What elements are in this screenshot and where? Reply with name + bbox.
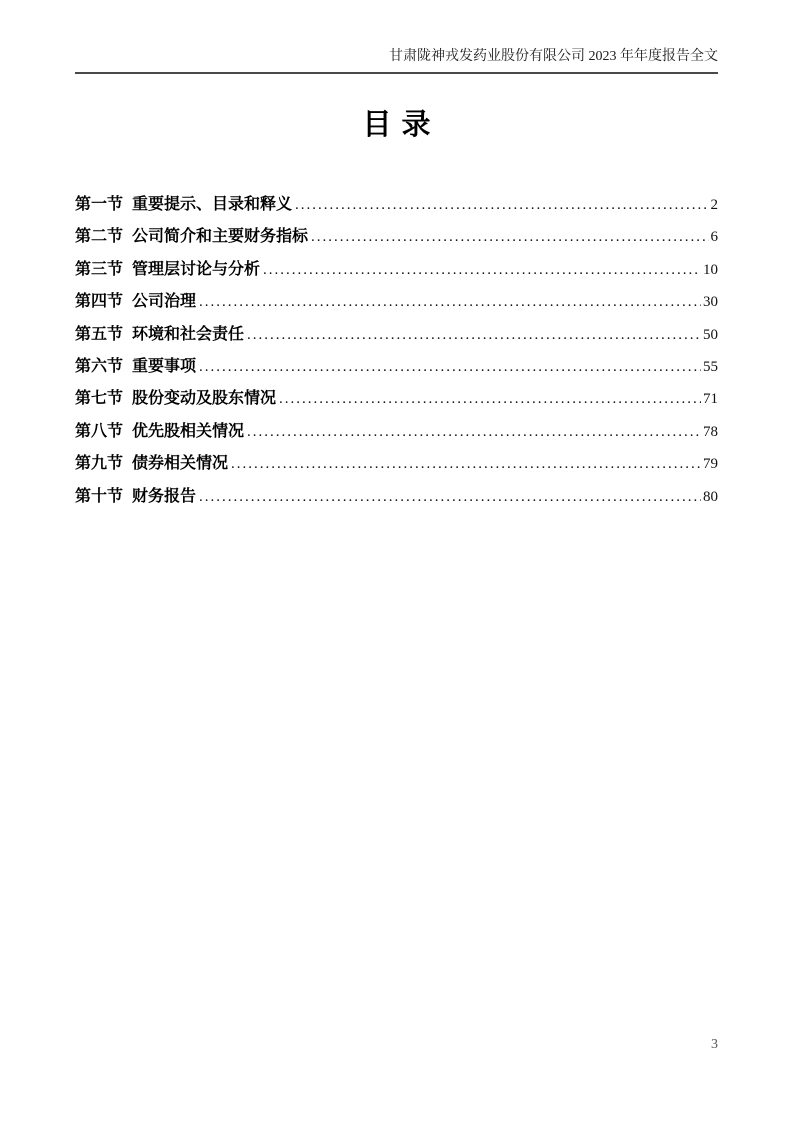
toc-entry-title: 重要事项	[132, 357, 197, 375]
toc-entry-row[interactable]	[75, 356, 718, 378]
dot-leader	[311, 227, 708, 248]
dot-leader	[199, 487, 701, 508]
toc-entry-section: 第十节	[75, 487, 124, 505]
toc-entry-section: 第四节	[75, 293, 124, 311]
toc-entry-page: 50	[703, 326, 718, 343]
toc-entry-row[interactable]	[75, 324, 718, 346]
toc-entry-row[interactable]	[75, 453, 718, 475]
toc-entry-row[interactable]	[75, 226, 718, 248]
toc-entry-title: 优先股相关情况	[132, 422, 245, 440]
toc-entry-title: 重要提示、目录和释义	[132, 196, 293, 213]
toc-entry-section: 第九节	[75, 455, 124, 473]
dot-leader	[199, 357, 701, 378]
dot-leader	[295, 195, 708, 216]
toc-entry-title: 股份变动及股东情况	[132, 390, 277, 408]
toc-entry-page: 71	[703, 391, 718, 408]
toc-entry-section: 第五节	[75, 325, 124, 343]
toc-entry-section: 第二节	[75, 228, 124, 246]
toc-entry-title: 管理层讨论与分析	[132, 260, 261, 278]
toc-entry-section: 第八节	[75, 422, 124, 440]
table-of-contents	[75, 194, 718, 508]
toc-entry-row[interactable]	[75, 388, 718, 410]
toc-entry-row[interactable]	[75, 421, 718, 443]
page-title: 目录	[362, 109, 441, 141]
report-header-text: 甘肃陇神戎发药业股份有限公司 2023 年年度报告全文	[389, 49, 718, 64]
dot-leader	[263, 260, 701, 281]
toc-entry-section: 第七节	[75, 390, 124, 408]
dot-leader	[199, 292, 701, 313]
toc-entry-row[interactable]	[75, 291, 718, 313]
toc-entry-page: 30	[703, 294, 718, 311]
toc-entry-page: 79	[703, 456, 718, 473]
toc-entry-section: 第一节	[75, 196, 124, 213]
footer-page-number: 3	[711, 1037, 718, 1052]
toc-entry-title: 公司治理	[132, 293, 197, 311]
toc-entry-title: 财务报告	[132, 487, 197, 505]
toc-entry-title: 公司简介和主要财务指标	[132, 228, 309, 246]
toc-entry-section: 第三节	[75, 260, 124, 278]
toc-entry-page: 10	[703, 261, 718, 278]
toc-entry-row[interactable]	[75, 259, 718, 281]
toc-entry-row[interactable]	[75, 486, 718, 508]
header-rule	[75, 72, 718, 74]
toc-entry-section: 第六节	[75, 357, 124, 375]
toc-entry-title: 环境和社会责任	[132, 325, 245, 343]
dot-leader	[247, 422, 701, 443]
dot-leader	[231, 454, 701, 475]
toc-entry-title: 债券相关情况	[132, 455, 229, 473]
dot-leader	[247, 325, 701, 346]
toc-entry-page: 80	[703, 488, 718, 505]
toc-entry-page: 2	[710, 197, 718, 213]
toc-entry-page: 55	[703, 358, 718, 375]
toc-entry-row[interactable]	[75, 194, 718, 216]
dot-leader	[279, 389, 701, 410]
toc-entry-page: 78	[703, 423, 718, 440]
toc-entry-page: 6	[710, 229, 718, 246]
